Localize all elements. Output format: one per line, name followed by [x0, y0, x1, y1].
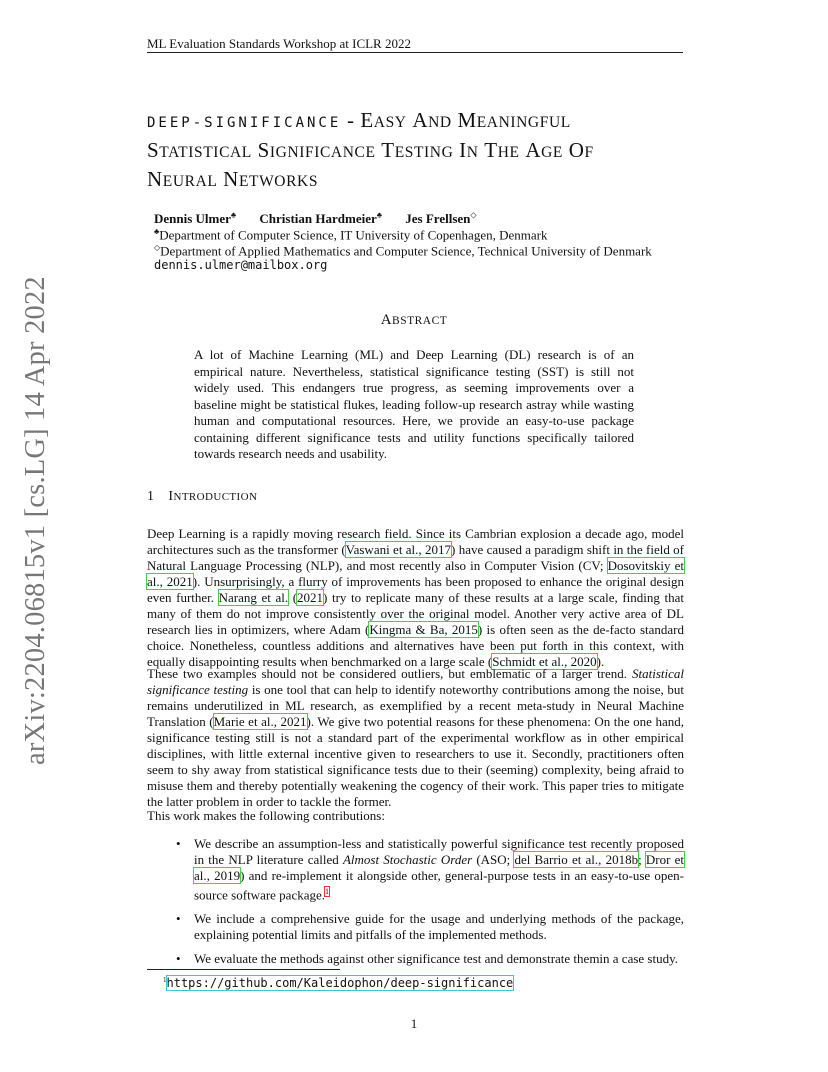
citation-link[interactable]: Marie et al., 2021: [213, 714, 307, 729]
author-email: dennis.ulmer@mailbox.org: [154, 258, 328, 272]
author-list: [154, 211, 497, 227]
title-line-1: [147, 107, 687, 137]
diamond-mark: ◇: [470, 211, 477, 220]
title-part-1: - EASY AND MEANINGFUL: [347, 108, 571, 132]
citation-link[interactable]: Narang et al.: [218, 590, 289, 605]
abstract-body: A lot of Machine Learning (ML) and Deep Learning (DL) research is of an empirical nature. Nevertheless, statistical significance testing (SST) is still not widely used. This endangers true progress, as seeming improvements over a baseline might be statistical flukes, leading follow-up research astray while wasting human and computational resources. Here, we provide an easy-to-use package containing different significance tests and utility functions specifically tailored towards research needs and usability.: [194, 347, 634, 461]
section-title: INTRODUCTION: [168, 489, 258, 504]
citation-link[interactable]: Schmidt et al., 2020: [492, 654, 597, 669]
citation-link[interactable]: Vaswani et al., 2017: [345, 542, 452, 557]
title-line-2: STATISTICAL SIGNIFICANCE TESTING IN THE AGE OF: [147, 138, 594, 162]
paper-title: [147, 107, 687, 195]
affiliation: ◇Department of Applied Mathematics and Computer Science, Technical University of Denmark: [154, 243, 652, 259]
arxiv-identifier: arXiv:2204.06815v1 [cs.LG] 14 Apr 2022: [20, 276, 51, 765]
page-number: 1: [410, 1016, 418, 1031]
running-header: ML Evaluation Standards Workshop at ICLR 2022: [147, 36, 411, 51]
package-name: DEEP-SIGNIFICANCE: [147, 115, 342, 131]
citation-link[interactable]: Dosovitskiy et al., 2021: [147, 558, 684, 589]
citation-link[interactable]: del Barrio et al., 2018b: [514, 852, 639, 867]
paragraph: These two examples should not be considered outliers, but emblematic of a larger trend. Statistical significance testing is one tool that can help to identify noteworthy contributions among the noise, but remains underutilized in ML research, as exemplified by a recent meta-study in Neural Machine Translation (Marie et al., 2021). We give two potential reasons for these phenomena: On the one hand, significance testing still is not a standard part of the experimental workflow as in other empirical disciplines, with little external incentive given to researchers to use it. Secondly, practitioners often seem to shy away from statistical significance tests due to their (seeming) complexity, being afraid to misuse them and thereby potentially weakening the cogency of their work. This paper tries to mitigate the latter problem in order to tackle the former.: [147, 666, 684, 809]
footnote: $^1$https://github.com/Kaleidophon/deep-significance: [163, 976, 514, 990]
club-mark: ♣: [230, 211, 237, 220]
author: Dennis Ulmer♣: [154, 211, 237, 227]
citation-link[interactable]: Dror et al., 2019: [194, 852, 684, 883]
title-line-3: NEURAL NETWORKS: [147, 167, 319, 191]
paragraph: This work makes the following contributions:: [147, 808, 385, 823]
footnote-url-link[interactable]: https://github.com/Kaleidophon/deep-significance: [166, 976, 514, 990]
footnote-rule: [147, 969, 340, 970]
footnote-ref[interactable]: 1: [325, 887, 330, 896]
citation-link[interactable]: Kingma & Ba, 2015: [369, 622, 478, 637]
author: Christian Hardmeier♣: [259, 211, 383, 227]
section-heading: [147, 489, 257, 505]
contribution-list: [176, 836, 684, 975]
club-mark: ♣: [376, 211, 383, 220]
abstract-heading: ABSTRACT: [380, 312, 448, 328]
author: Jes Frellsen◇: [405, 211, 477, 227]
citation-link[interactable]: 2021: [297, 590, 324, 605]
paragraph: Deep Learning is a rapidly moving research field. Since its Cambrian explosion a decade ago, model architectures such as the transformer (Vaswani et al., 2017) have caused a paradigm shift in the field of Natural Language Processing (NLP), and most recently also in Computer Vision (CV; Dosovitskiy et al., 2021). Unsurprisingly, a flurry of improvements has been proposed to enhance the original design even further. Narang et al. (2021) try to replicate many of these results at a large scale, finding that many of them do not improve consistently over the original model. Another very active area of DL research lies in optimizers, where Adam (Kingma & Ba, 2015) is often seen as the de-facto standard choice. Nonetheless, countless additions and alternatives have been put forth in this context, with equally disappointing results when benchmarked on a large scale (Schmidt et al., 2020).: [147, 526, 685, 669]
section-number: 1: [147, 489, 155, 504]
list-item: • We describe an assumption-less and statistically powerful significance test recently proposed in the NLP literature called Almost Stochastic Order (ASO; del Barrio et al., 2018b; Dror et al., 2019) and re-implement it alongside other, general-purpose tests in an easy-to-use open-source software package.$^1$: [176, 836, 684, 903]
header-rule: [147, 52, 683, 53]
affiliation: ♣Department of Computer Science, IT University of Copenhagen, Denmark: [154, 227, 548, 243]
list-item: • We include a comprehensive guide for the usage and underlying methods of the package, explaining potential limits and pitfalls of the implemented methods.: [176, 911, 684, 943]
list-item: • We evaluate the methods against other significance test and demonstrate themin a case study.: [176, 951, 684, 967]
